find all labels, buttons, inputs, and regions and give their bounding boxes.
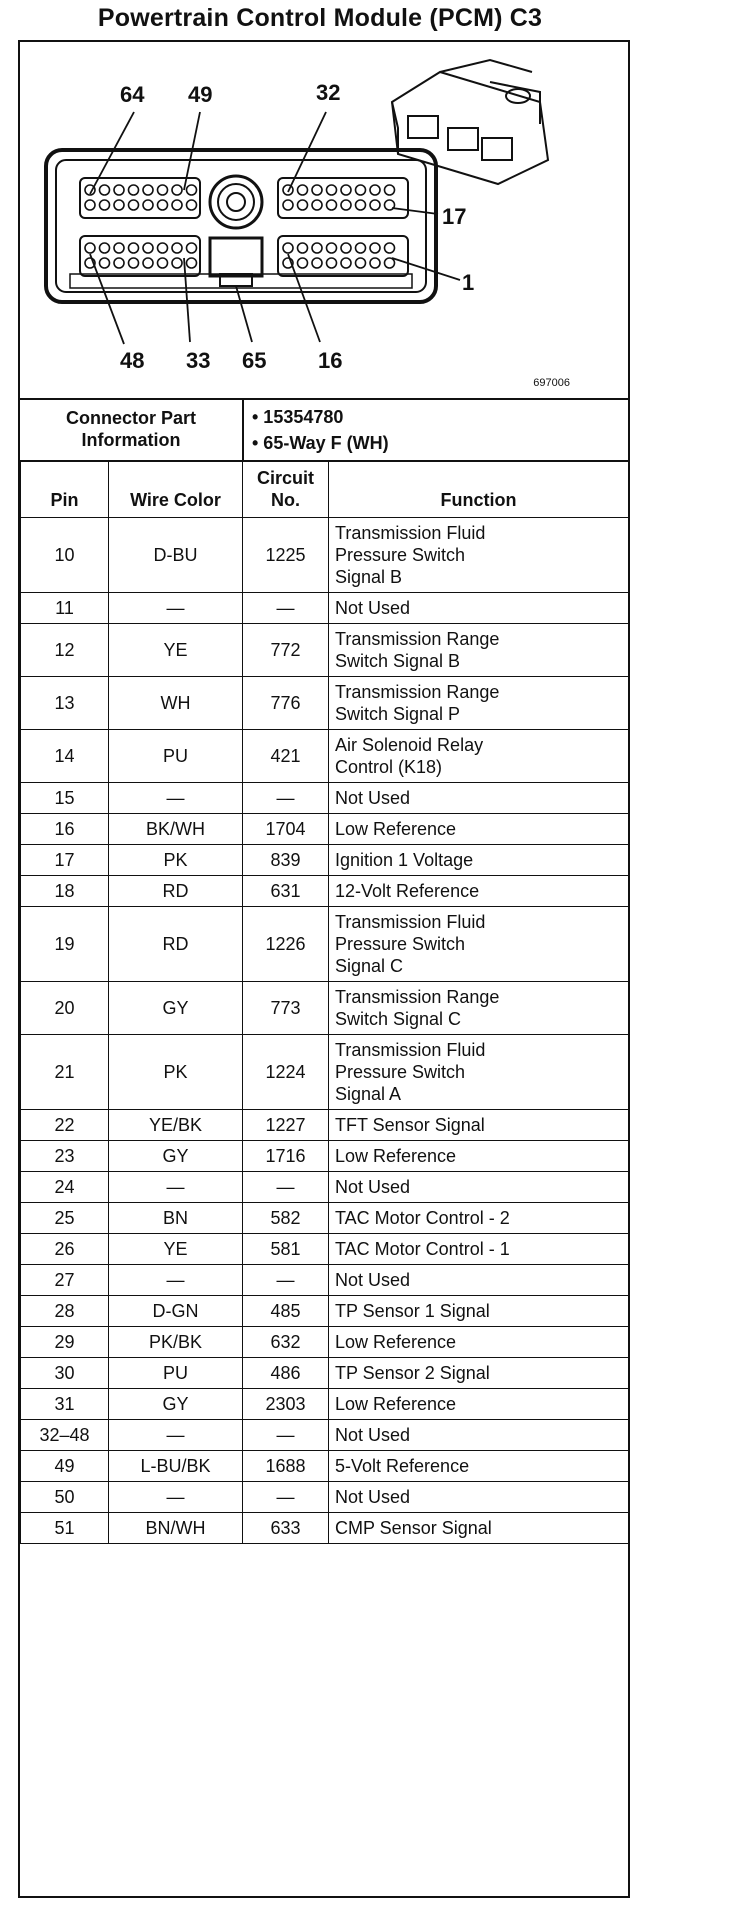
table-row: [21, 1482, 629, 1513]
function-line: Pressure Switch: [335, 934, 466, 954]
cell-wire-color: PU: [109, 1358, 243, 1389]
function-line: Air Solenoid Relay: [335, 735, 484, 755]
cell-wire-color: WH: [109, 677, 243, 730]
cell-wire-color: GY: [109, 982, 243, 1035]
cell-pin: 23: [21, 1141, 109, 1172]
cell-pin: 51: [21, 1513, 109, 1544]
cell-pin: 14: [21, 730, 109, 783]
function-line: Ignition 1 Voltage: [335, 850, 474, 870]
cell-circuit-no: 1716: [243, 1141, 329, 1172]
table-row: [21, 1513, 629, 1544]
pin-label-64: 64: [120, 82, 145, 107]
cell-wire-color: PK/BK: [109, 1327, 243, 1358]
pinout-table: [20, 460, 629, 1544]
table-header-row: [21, 461, 629, 518]
cell-circuit-no: 1226: [243, 907, 329, 982]
cell-pin: 27: [21, 1265, 109, 1296]
function-line: Not Used: [335, 1270, 411, 1290]
cell-pin: 18: [21, 876, 109, 907]
pin-label-65: 65: [242, 348, 267, 373]
cell-circuit-no: 776: [243, 677, 329, 730]
pin-label-49: 49: [188, 82, 213, 107]
pin-label-16: 16: [318, 348, 343, 373]
table-row: [21, 593, 629, 624]
function-line: Low Reference: [335, 1394, 457, 1414]
cell-wire-color: —: [109, 783, 243, 814]
table-row: [21, 1172, 629, 1203]
function-line: Not Used: [335, 1177, 411, 1197]
function-line: Not Used: [335, 1425, 411, 1445]
cell-function: [329, 1327, 629, 1358]
cell-function: [329, 730, 629, 783]
connector-type: • 65-Way F (WH): [252, 433, 389, 453]
cell-pin: 32–48: [21, 1420, 109, 1451]
cell-function: [329, 814, 629, 845]
cell-wire-color: —: [109, 1265, 243, 1296]
function-line: Transmission Fluid: [335, 1040, 486, 1060]
cell-function: [329, 1482, 629, 1513]
table-row: [21, 1327, 629, 1358]
table-row: [21, 1265, 629, 1296]
cell-circuit-no: —: [243, 593, 329, 624]
table-row: [21, 1389, 629, 1420]
function-line: Switch Signal P: [335, 704, 461, 724]
cell-circuit-no: —: [243, 1420, 329, 1451]
cell-function: [329, 876, 629, 907]
table-row: [21, 1420, 629, 1451]
table-row: [21, 518, 629, 593]
cell-function: [329, 1358, 629, 1389]
cell-circuit-no: 581: [243, 1234, 329, 1265]
function-line: Not Used: [335, 598, 411, 618]
table-row: [21, 1451, 629, 1482]
table-row: [21, 1296, 629, 1327]
function-line: Pressure Switch: [335, 1062, 466, 1082]
cell-wire-color: YE/BK: [109, 1110, 243, 1141]
cell-wire-color: GY: [109, 1141, 243, 1172]
cell-wire-color: —: [109, 593, 243, 624]
function-line: Transmission Fluid: [335, 523, 486, 543]
cell-wire-color: YE: [109, 1234, 243, 1265]
cell-wire-color: YE: [109, 624, 243, 677]
function-line: Signal B: [335, 567, 403, 587]
function-line: Signal C: [335, 956, 404, 976]
cell-pin: 12: [21, 624, 109, 677]
cell-circuit-no: 632: [243, 1327, 329, 1358]
cell-wire-color: BN/WH: [109, 1513, 243, 1544]
cell-circuit-no: —: [243, 1172, 329, 1203]
cell-function: [329, 1513, 629, 1544]
cell-wire-color: PK: [109, 1035, 243, 1110]
cell-pin: 26: [21, 1234, 109, 1265]
cell-circuit-no: 772: [243, 624, 329, 677]
table-row: [21, 783, 629, 814]
function-line: TAC Motor Control - 2: [335, 1208, 510, 1228]
cell-function: [329, 845, 629, 876]
cell-function: [329, 677, 629, 730]
header-circuit-line2: No.: [271, 490, 300, 510]
cell-pin: 49: [21, 1451, 109, 1482]
function-line: Not Used: [335, 1487, 411, 1507]
function-line: Transmission Range: [335, 629, 500, 649]
cell-circuit-no: 421: [243, 730, 329, 783]
cell-circuit-no: 1225: [243, 518, 329, 593]
table-row: [21, 1110, 629, 1141]
cell-wire-color: RD: [109, 876, 243, 907]
cell-function: [329, 518, 629, 593]
cell-pin: 13: [21, 677, 109, 730]
cell-function: [329, 624, 629, 677]
table-row: [21, 624, 629, 677]
cell-pin: 10: [21, 518, 109, 593]
cell-function: [329, 1110, 629, 1141]
cell-function: [329, 1203, 629, 1234]
cell-wire-color: —: [109, 1420, 243, 1451]
header-function: Function: [329, 461, 629, 518]
cell-pin: 16: [21, 814, 109, 845]
cell-pin: 20: [21, 982, 109, 1035]
table-row: [21, 982, 629, 1035]
pin-label-33: 33: [186, 348, 211, 373]
cell-pin: 22: [21, 1110, 109, 1141]
function-line: TAC Motor Control - 1: [335, 1239, 510, 1259]
cell-wire-color: PK: [109, 845, 243, 876]
table-row: [21, 1035, 629, 1110]
cell-pin: 30: [21, 1358, 109, 1389]
cell-circuit-no: 1688: [243, 1451, 329, 1482]
cell-function: [329, 907, 629, 982]
cell-pin: 24: [21, 1172, 109, 1203]
table-row: [21, 1203, 629, 1234]
connector-part-information: [20, 398, 628, 462]
table-row: [21, 730, 629, 783]
figure-number: 697006: [533, 377, 570, 389]
cell-pin: 28: [21, 1296, 109, 1327]
function-line: Not Used: [335, 788, 411, 808]
cell-pin: 29: [21, 1327, 109, 1358]
cell-pin: 50: [21, 1482, 109, 1513]
table-row: [21, 907, 629, 982]
cell-function: [329, 1234, 629, 1265]
cell-wire-color: D-GN: [109, 1296, 243, 1327]
cell-circuit-no: 582: [243, 1203, 329, 1234]
cell-circuit-no: 486: [243, 1358, 329, 1389]
cell-circuit-no: —: [243, 1482, 329, 1513]
function-line: Control (K18): [335, 757, 443, 777]
function-line: Transmission Range: [335, 682, 500, 702]
cell-wire-color: RD: [109, 907, 243, 982]
cell-circuit-no: 1227: [243, 1110, 329, 1141]
page-title: Powertrain Control Module (PCM) C3: [97, 4, 543, 32]
table-row: [21, 1141, 629, 1172]
cell-circuit-no: 631: [243, 876, 329, 907]
cell-circuit-no: 773: [243, 982, 329, 1035]
cell-wire-color: BN: [109, 1203, 243, 1234]
function-line: Low Reference: [335, 1332, 457, 1352]
cell-pin: 21: [21, 1035, 109, 1110]
cell-function: [329, 783, 629, 814]
function-line: Low Reference: [335, 819, 457, 839]
cell-circuit-no: 839: [243, 845, 329, 876]
connector-face-drawing: [20, 42, 628, 398]
function-line: Switch Signal B: [335, 651, 461, 671]
header-pin: Pin: [21, 461, 109, 518]
table-row: [21, 876, 629, 907]
function-line: CMP Sensor Signal: [335, 1518, 492, 1538]
cell-pin: 19: [21, 907, 109, 982]
pin-label-1: 1: [462, 270, 475, 295]
pin-label-32: 32: [316, 80, 341, 105]
header-circuit-line1: Circuit: [256, 468, 314, 488]
function-line: Low Reference: [335, 1146, 457, 1166]
table-row: [21, 814, 629, 845]
cell-wire-color: BK/WH: [109, 814, 243, 845]
cell-function: [329, 982, 629, 1035]
function-line: TP Sensor 2 Signal: [335, 1363, 490, 1383]
cell-circuit-no: 1224: [243, 1035, 329, 1110]
cell-function: [329, 1141, 629, 1172]
function-line: Switch Signal C: [335, 1009, 462, 1029]
function-line: 5-Volt Reference: [335, 1456, 470, 1476]
cell-circuit-no: 485: [243, 1296, 329, 1327]
cell-wire-color: —: [109, 1172, 243, 1203]
table-row: [21, 677, 629, 730]
connector-part-number: • 15354780: [252, 407, 344, 427]
function-line: Transmission Range: [335, 987, 500, 1007]
table-row: [21, 1234, 629, 1265]
cell-wire-color: —: [109, 1482, 243, 1513]
connector-diagram: [20, 42, 628, 400]
connector-sheet: [18, 40, 630, 1898]
header-circuit-no: [243, 461, 329, 518]
connector-info-label-line1: Connector Part: [65, 408, 197, 428]
connector-info-label: [20, 398, 244, 460]
cell-pin: 17: [21, 845, 109, 876]
function-line: Transmission Fluid: [335, 912, 486, 932]
table-row: [21, 845, 629, 876]
function-line: Signal A: [335, 1084, 402, 1104]
cell-wire-color: PU: [109, 730, 243, 783]
connector-info-label-line2: Information: [81, 430, 181, 450]
function-line: 12-Volt Reference: [335, 881, 480, 901]
pin-label-48: 48: [120, 348, 145, 373]
cell-function: [329, 1451, 629, 1482]
cell-function: [329, 1035, 629, 1110]
pinout-table-body: [21, 518, 629, 1544]
cell-pin: 25: [21, 1203, 109, 1234]
cell-function: [329, 1172, 629, 1203]
cell-circuit-no: 633: [243, 1513, 329, 1544]
cell-function: [329, 593, 629, 624]
table-row: [21, 1358, 629, 1389]
cell-wire-color: L-BU/BK: [109, 1451, 243, 1482]
header-wire-color: Wire Color: [109, 461, 243, 518]
pin-label-17: 17: [442, 204, 467, 229]
function-line: Pressure Switch: [335, 545, 466, 565]
cell-circuit-no: —: [243, 783, 329, 814]
cell-circuit-no: 2303: [243, 1389, 329, 1420]
cell-function: [329, 1420, 629, 1451]
cell-function: [329, 1265, 629, 1296]
function-line: TFT Sensor Signal: [335, 1115, 485, 1135]
cell-pin: 11: [21, 593, 109, 624]
cell-function: [329, 1389, 629, 1420]
function-line: TP Sensor 1 Signal: [335, 1301, 490, 1321]
cell-wire-color: D-BU: [109, 518, 243, 593]
connector-info-values: [252, 404, 389, 456]
cell-circuit-no: 1704: [243, 814, 329, 845]
cell-pin: 31: [21, 1389, 109, 1420]
cell-function: [329, 1296, 629, 1327]
cell-circuit-no: —: [243, 1265, 329, 1296]
cell-wire-color: GY: [109, 1389, 243, 1420]
cell-pin: 15: [21, 783, 109, 814]
